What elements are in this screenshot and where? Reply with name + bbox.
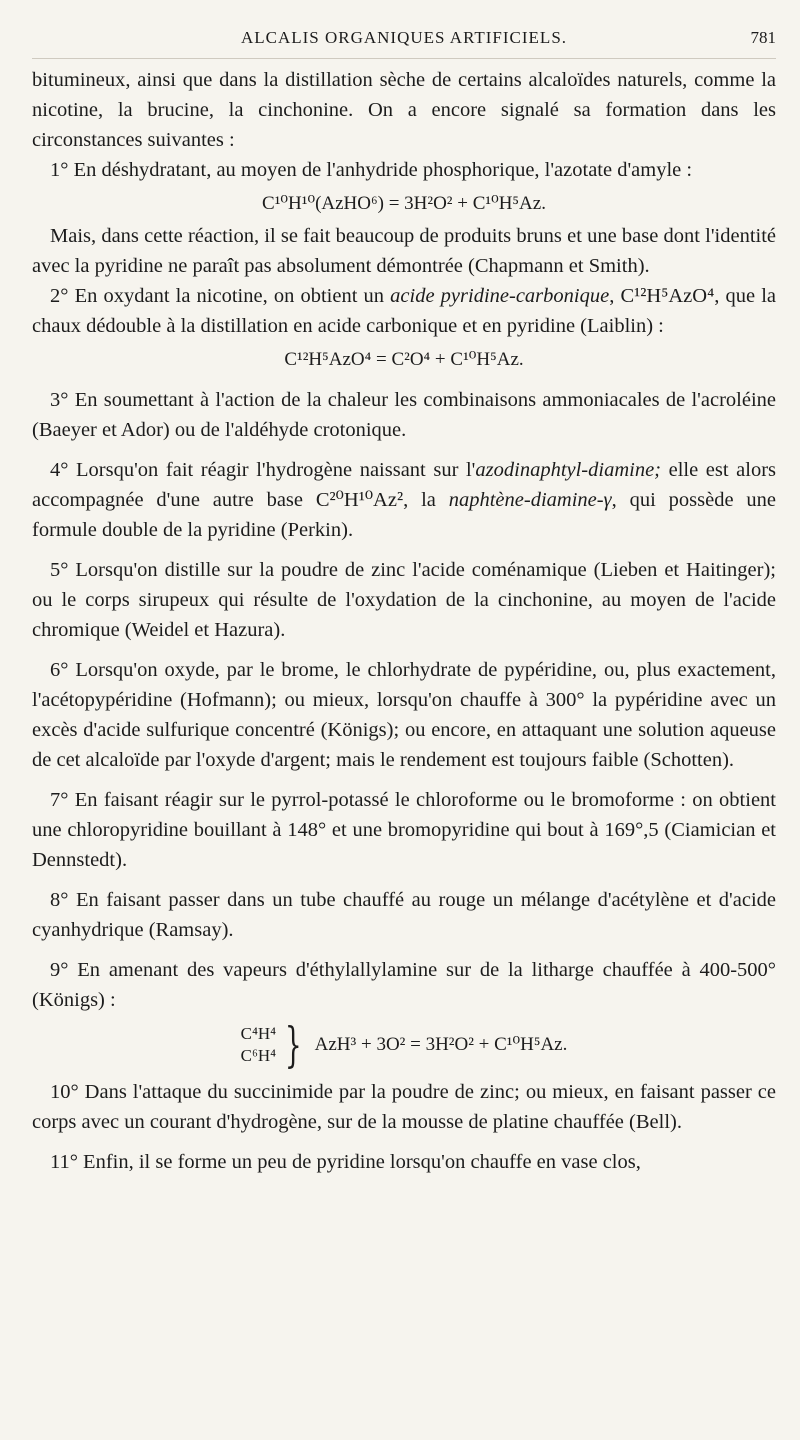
paragraph-4: 4° Lorsqu'on fait réagir l'hydrogène naissant sur l'azodinaphtyl-diamine; elle est alors accompagnée d'une autre base C²⁰H¹⁰Az², la naphtène-diamine-γ, qui possède une formule double de la pyridine (Perkin). [32,459,777,541]
paragraph-1: 1° En déshydratant, au moyen de l'anhydride phosphorique, l'azotate d'amyle : [50,159,693,181]
emphasis-acide-pyridine-carbonique: acide pyridine-carbonique [390,285,610,307]
running-title: ALCALIS ORGANIQUES ARTIFICIELS. [240,28,568,47]
body-text [32,65,776,1177]
page-number: 781 [750,28,776,47]
emphasis-naphtene-diamine: naphtène-diamine-γ [448,489,612,511]
formula-3-stack: C⁴H⁴ C⁶H⁴ [240,1024,277,1065]
paragraph-10: 10° Dans l'attaque du succinimide par la poudre de zinc; ou mieux, en faisant passer ce corps avec un courant d'hydrogène, sur de la mousse de platine chauffée (Bell). [32,1081,776,1133]
formula-3: C⁴H⁴ C⁶H⁴ } AzH³ + 3O² = 3H²O² + C¹⁰H⁵Az. [240,1017,568,1073]
paragraph-intro: bitumineux, ainsi que dans la distillation sèche de certains alcaloïdes naturels, comme la nicotine, la brucine, la cinchonine. On a encore signalé sa formation dans les circonstances suivantes : [32,69,776,151]
paragraph-3: 3° En soumettant à l'action de la chaleur les combinaisons ammoniacales de l'acroléine (Baeyer et Ador) ou de l'aldéhyde crotonique. [32,389,776,441]
page-header [32,24,776,59]
brace-glyph: } [284,1017,302,1073]
paragraph-8: 8° En faisant passer dans un tube chauffé au rouge un mélange d'acétylène et d'acide cyanhydrique (Ramsay). [32,889,776,941]
paragraph-9: 9° En amenant des vapeurs d'éthylallylamine sur de la litharge chauffée à 400-500° (Königs) : [32,959,776,1011]
emphasis-azodinaphtyl-diamine: azodinaphtyl-diamine; [475,459,662,481]
paragraph-1b: Mais, dans cette réaction, il se fait beaucoup de produits bruns et une base dont l'identité avec la pyridine ne paraît pas absolument démontrée (Chapmann et Smith). [32,225,776,277]
paragraph-11: 11° Enfin, il se forme un peu de pyridine lorsqu'on chauffe en vase clos, [50,1151,641,1173]
formula-1: C¹⁰H¹⁰(AzHO⁶) = 3H²O² + C¹⁰H⁵Az. [262,193,546,214]
paragraph-6: 6° Lorsqu'on oxyde, par le brome, le chlorhydrate de pypéridine, ou, plus exactement, l'acétopypéridine (Hofmann); ou mieux, lorsqu'on chauffe à 300° la pypéridine avec un excès d'acide sulfurique concentré (Königs); ou encore, en attaquant une solution aqueuse de cet alcaloïde par l'oxyde d'argent; mais le rendement est toujours faible (Schotten). [32,659,776,771]
paragraph-5: 5° Lorsqu'on distille sur la poudre de zinc l'acide coménamique (Lieben et Haitinger); ou le corps sirupeux qui résulte de l'oxydation de la cinchonine, au moyen de l'acide chromique (Weidel et Hazura). [32,559,776,641]
formula-2: C¹²H⁵AzO⁴ = C²O⁴ + C¹⁰H⁵Az. [284,349,524,370]
paragraph-7: 7° En faisant réagir sur le pyrrol-potassé le chloroforme ou le bromoforme : on obtient une chloropyridine bouillant à 148° et une bromopyridine qui bout à 169°,5 (Ciamician et Dennstedt). [32,789,776,871]
paragraph-2: 2° En oxydant la nicotine, on obtient un acide pyridine-carbonique, C¹²H⁵AzO⁴, que la chaux dédouble à la distillation en acide carbonique et en pyridine (Laiblin) : [32,285,776,337]
